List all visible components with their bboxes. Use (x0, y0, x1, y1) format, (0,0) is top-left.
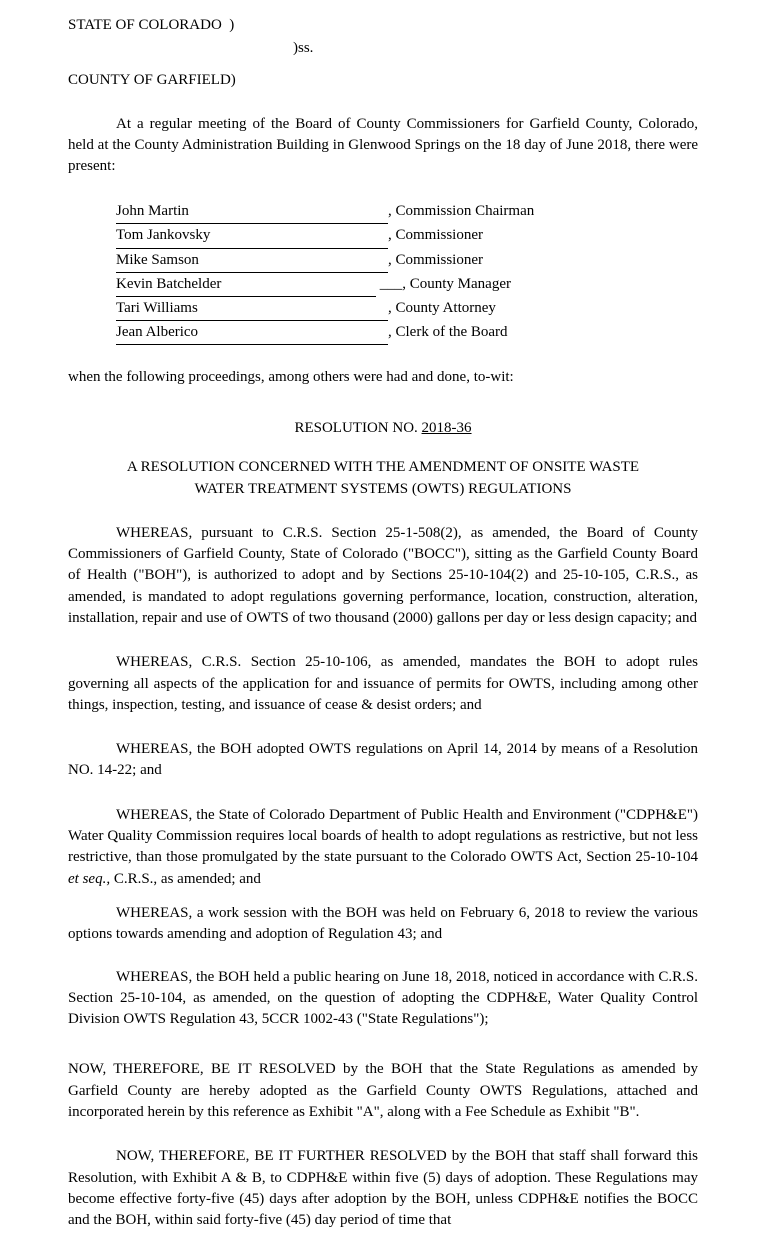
resolution-label: RESOLUTION NO. (294, 420, 422, 437)
spacer (68, 345, 698, 367)
spacer (68, 1136, 698, 1146)
attendee-name: John Martin (116, 200, 388, 224)
spacer (68, 440, 698, 456)
attendee-role: , Commission Chairman (388, 203, 535, 220)
attendee-role: , Clerk of the Board (388, 323, 508, 340)
whereas-4-italic: et seq., (68, 870, 111, 887)
attendee-role: , Commissioner (388, 251, 484, 268)
spacer (68, 642, 698, 652)
resolution-title (68, 456, 698, 501)
whereas-paragraph-5: WHEREAS, a work session with the BOH was held on February 6, 2018 to review the various options towards amending and adoption of Regulation 43; and (68, 904, 698, 943)
attendee-name: Kevin Batchelder (116, 273, 376, 297)
spacer (68, 795, 698, 805)
caption-block (68, 14, 698, 92)
whereas-4-part-b: C.R.S., as amended; and (110, 870, 261, 887)
attendee-name: Tari Williams (116, 297, 388, 321)
spacer (68, 957, 698, 967)
attendee-name: Tom Jankovsky (116, 224, 388, 248)
whereas-paragraph-1: WHEREAS, pursuant to C.R.S. Section 25-1-508(2), as amended, the Board of County Commissioners of Garfield County, State of Colorado ("BOCC"), sitting as the Garfield County Board of Health ("BOH"), is authorized to adopt and by Sections 25-10-104(2) and 25-10-105, C.R.S., as amended, is mandated to adopt regulations governing performance, location, construction, alteration, installation, repair and use of OWTS of two thousand (2000) gallons per day or less design capacity; and (68, 524, 698, 626)
attendee-list (116, 200, 698, 345)
list-item (116, 224, 698, 248)
attendee-name: Jean Alberico (116, 321, 388, 345)
whereas-paragraph-6: WHEREAS, the BOH held a public hearing on June 18, 2018, noticed in accordance with C.R.S. Section 25-10-104, as amended, on the question of adopting the CDPH&E, Water Quality Control Division OWTS Regulation 43, 5CCR 1002-43 ("State Regulations"); (68, 968, 698, 1028)
list-item (116, 321, 698, 345)
whereas-paragraph-2: WHEREAS, C.R.S. Section 25-10-106, as amended, mandates the BOH to adopt rules governing all aspects of the application for and issuance of permits for OWTS, including among other things, inspection, testing, and issuance of cease & desist orders; and (68, 654, 698, 713)
resolved-paragraph-2: NOW, THEREFORE, BE IT FURTHER RESOLVED by the BOH that staff shall forward this Resolution, with Exhibit A & B, to CDPH&E within five (5) days of adoption. These Regulations may become effective forty-five (45) days after adoption by the BOH, unless CDPH&E notifies the BOCC and the BOH, within said forty-five (45) day period of time that (68, 1148, 698, 1229)
attendee-role: , Commissioner (388, 227, 484, 244)
list-item (116, 249, 698, 273)
spacer (68, 401, 698, 417)
spacer (68, 729, 698, 739)
spacer (68, 501, 698, 523)
meeting-intro-paragraph: At a regular meeting of the Board of County Commissioners for Garfield County, Colorado, held at the County Administration Building in Glenwood Springs on the 18 day of June 2018, there were present: (68, 115, 698, 175)
list-item (116, 200, 698, 224)
spacer (68, 92, 698, 114)
attendee-role: , County Attorney (388, 299, 496, 316)
spacer (68, 59, 698, 69)
whereas-paragraph-4 (68, 805, 698, 890)
attendee-name: Mike Samson (116, 249, 388, 273)
ss-line: )ss. (293, 39, 314, 56)
resolved-paragraph-1: NOW, THEREFORE, BE IT RESOLVED by the BOH that the State Regulations as amended by Garfield County are hereby adopted as the Garfield County OWTS Regulations, attached and incorporated herein by this reference as Exhibit "A", along with a Fee Schedule as Exhibit "B". (68, 1061, 698, 1120)
resolution-number-line (68, 417, 698, 440)
list-item (116, 297, 698, 321)
whereas-paragraph-3: WHEREAS, the BOH adopted OWTS regulations on April 14, 2014 by means of a Resolution NO. 14-22; and (68, 741, 698, 779)
list-item (116, 273, 698, 297)
state-line: STATE OF COLORADO ) (68, 17, 235, 33)
county-line: COUNTY OF GARFIELD) (68, 72, 236, 88)
attendee-role: ___, County Manager (376, 275, 511, 292)
proceedings-line: when the following proceedings, among others were had and done, to-wit: (68, 368, 514, 385)
spacer (68, 1043, 698, 1059)
resolution-title-line1: A RESOLUTION CONCERNED WITH THE AMENDMENT OF ONSITE WASTE (126, 458, 640, 475)
resolution-title-line2: WATER TREATMENT SYSTEMS (OWTS) REGULATIONS (194, 481, 572, 498)
spacer (68, 190, 698, 200)
whereas-4-part-a: WHEREAS, the State of Colorado Department of Public Health and Environment ("CDPH&E") Water Quality Commission requires local boards of health to adopt regulations as restrictive, but not less restrictive, than those promulgated by the state pursuant to the Colorado OWTS Act, Section 25-10-104 (68, 806, 698, 866)
resolution-number: 2018-36 (421, 420, 472, 437)
